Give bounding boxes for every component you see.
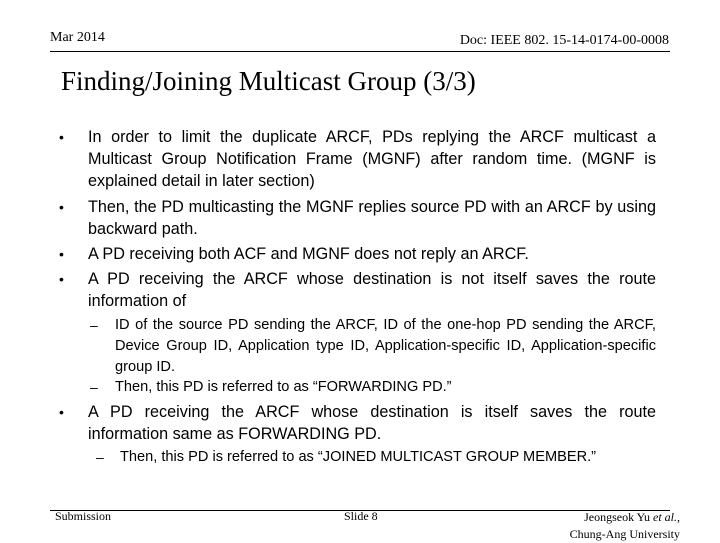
bullet-item: A PD receiving the ARCF whose destination is itself saves the route information same as FORWARDING PD. [88, 403, 656, 443]
footer-author [570, 509, 680, 543]
header-doc-number: Doc: IEEE 802. 15-14-0174-00-0008 [459, 33, 669, 48]
sub-bullet-item: Then, this PD is referred to as “JOINED MULTICAST GROUP MEMBER.” [120, 449, 597, 465]
bullet-marker: • [59, 129, 64, 145]
bullet-item: A PD receiving the ARCF whose destination is not itself saves the route information of [88, 270, 656, 310]
bullet-marker: • [59, 246, 64, 262]
footer-author-comma: , [677, 510, 680, 524]
bullet-marker: • [59, 199, 64, 215]
sub-bullet-item: ID of the source PD sending the ARCF, ID of the one-hop PD sending the ARCF, Device Group ID, Application type ID, Application-specific ID, Application-specific group ID. [115, 317, 656, 375]
bullet-marker: • [59, 271, 64, 287]
bullet-marker: • [59, 404, 64, 420]
footer-affiliation: Chung-Ang University [569, 527, 680, 541]
bullet-item: Then, the PD multicasting the MGNF replies source PD with an ARCF by using backward path. [88, 198, 656, 238]
sub-bullet-marker: – [96, 449, 104, 465]
header-date: Mar 2014 [50, 30, 105, 45]
footer-slide-number: Slide 8 [344, 509, 378, 523]
sub-bullet-marker: – [90, 317, 98, 333]
header-divider [50, 51, 670, 52]
sub-bullet-marker: – [90, 379, 98, 395]
footer-author-name: Jeongseok Yu [584, 510, 653, 524]
sub-bullet-item: Then, this PD is referred to as “FORWARDING PD.” [115, 379, 452, 395]
footer-author-line1 [570, 509, 680, 526]
bullet-item: In order to limit the duplicate ARCF, PDs replying the ARCF multicast a Multicast Group Notification Frame (MGNF) after random time. (MGNF is explained detail in later section) [88, 128, 656, 190]
footer-submission: Submission [55, 509, 112, 523]
bullet-item: A PD receiving both ACF and MGNF does not reply an ARCF. [88, 245, 529, 263]
slide-title: Finding/Joining Multicast Group (3/3) [61, 66, 476, 96]
footer-author-etal: et al. [653, 510, 677, 524]
